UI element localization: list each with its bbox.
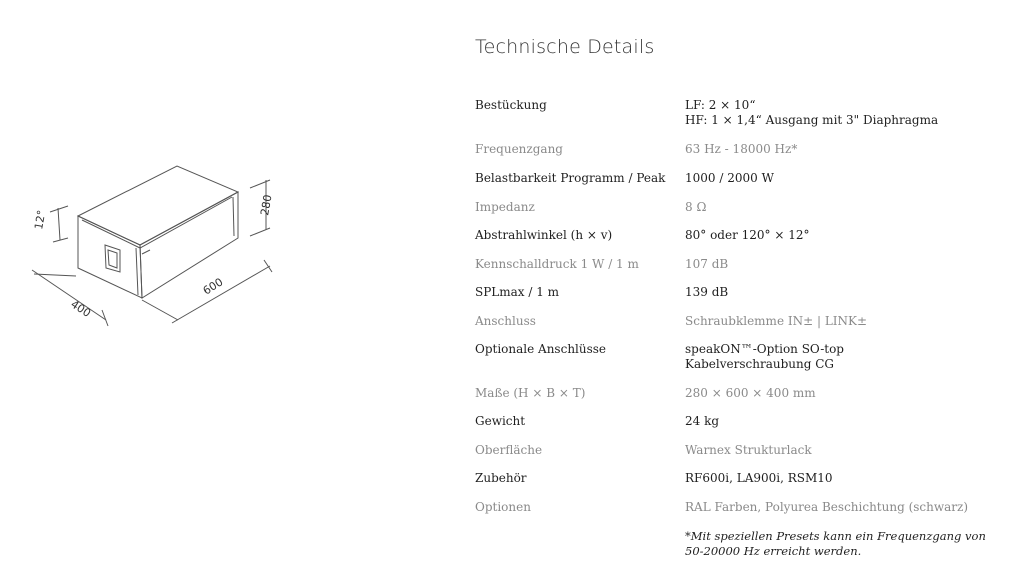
speaker-isometric-svg bbox=[20, 150, 320, 340]
spec-value bbox=[685, 414, 1015, 429]
spec-value-line: Kabelverschraubung CG bbox=[685, 357, 834, 371]
spec-value bbox=[685, 228, 1015, 243]
spec-value-line: Schraubklemme IN± | LINK± bbox=[685, 314, 868, 328]
spec-row bbox=[475, 342, 1015, 372]
dim-angle-label: 12° bbox=[32, 209, 49, 231]
spec-value bbox=[685, 142, 1015, 157]
spec-value-line: 107 dB bbox=[685, 257, 729, 271]
dim-depth-label: 400 bbox=[68, 297, 94, 320]
handle-icon bbox=[105, 245, 120, 272]
spec-row bbox=[475, 200, 1015, 215]
spec-label: Zubehör bbox=[475, 471, 527, 485]
spec-label: Frequenzgang bbox=[475, 142, 563, 156]
spec-label: Abstrahlwinkel (h × v) bbox=[475, 228, 613, 242]
spec-row bbox=[475, 414, 1015, 429]
spec-row bbox=[475, 257, 1015, 272]
spec-value bbox=[685, 285, 1015, 300]
spec-row bbox=[475, 228, 1015, 243]
dim-height-label: 280 bbox=[258, 193, 275, 217]
spec-row bbox=[475, 142, 1015, 157]
spec-value bbox=[685, 471, 1015, 486]
spec-value-line: RAL Farben, Polyurea Beschichtung (schwarz) bbox=[685, 500, 969, 514]
spec-label: Bestückung bbox=[475, 98, 547, 112]
spec-value-line: 80° oder 120° × 12° bbox=[685, 228, 810, 242]
spec-row bbox=[475, 171, 1015, 186]
spec-value bbox=[685, 342, 1015, 372]
spec-label: SPLmax / 1 m bbox=[475, 285, 560, 299]
cabinet-right-face bbox=[140, 192, 238, 298]
cabinet-front-face bbox=[78, 216, 142, 298]
footnote-line: *Mit speziellen Presets kann ein Frequenzgang von bbox=[685, 529, 986, 543]
spec-row bbox=[475, 386, 1015, 401]
spec-value-line: 280 × 600 × 400 mm bbox=[685, 386, 816, 400]
spec-value bbox=[685, 98, 1015, 128]
footnote-line: 50-20000 Hz erreicht werden. bbox=[685, 544, 862, 558]
spec-row bbox=[475, 500, 1015, 515]
spec-value bbox=[685, 171, 1015, 186]
spec-label: Maße (H × B × T) bbox=[475, 386, 586, 400]
spec-value-line: speakON™-Option SO-top bbox=[685, 342, 844, 356]
spec-value bbox=[685, 257, 1015, 272]
spec-value-line: Warnex Strukturlack bbox=[685, 443, 812, 457]
spec-label: Oberfläche bbox=[475, 443, 543, 457]
spec-value-line: 8 Ω bbox=[685, 200, 707, 214]
spec-row bbox=[475, 471, 1015, 486]
section-title: Technische Details bbox=[475, 36, 655, 58]
spec-value-line: HF: 1 × 1,4“ Ausgang mit 3" Diaphragma bbox=[685, 113, 939, 127]
spec-label: Belastbarkeit Programm / Peak bbox=[475, 171, 666, 185]
spec-value-line: LF: 2 × 10“ bbox=[685, 98, 756, 112]
spec-row bbox=[475, 443, 1015, 458]
spec-label: Impedanz bbox=[475, 200, 535, 214]
spec-label: Anschluss bbox=[475, 314, 536, 328]
spec-row bbox=[475, 98, 1015, 128]
spec-value bbox=[685, 500, 1015, 515]
spec-value-line: 24 kg bbox=[685, 414, 720, 428]
spec-value-line: RF600i, LA900i, RSM10 bbox=[685, 471, 833, 485]
spec-row bbox=[475, 314, 1015, 329]
spec-value-line: 63 Hz - 18000 Hz* bbox=[685, 142, 798, 156]
footnote bbox=[685, 529, 1005, 559]
spec-label: Optionale Anschlüsse bbox=[475, 342, 607, 356]
spec-row bbox=[475, 285, 1015, 300]
spec-value-line: 1000 / 2000 W bbox=[685, 171, 774, 185]
spec-label: Gewicht bbox=[475, 414, 526, 428]
spec-value bbox=[685, 386, 1015, 401]
spec-value bbox=[685, 314, 1015, 329]
dim-width-label: 600 bbox=[200, 275, 226, 298]
spec-label: Optionen bbox=[475, 500, 531, 514]
speaker-dimension-drawing bbox=[20, 150, 320, 340]
spec-value bbox=[685, 200, 1015, 215]
spec-value-line: 139 dB bbox=[685, 285, 729, 299]
spec-label: Kennschalldruck 1 W / 1 m bbox=[475, 257, 639, 271]
spec-value bbox=[685, 443, 1015, 458]
